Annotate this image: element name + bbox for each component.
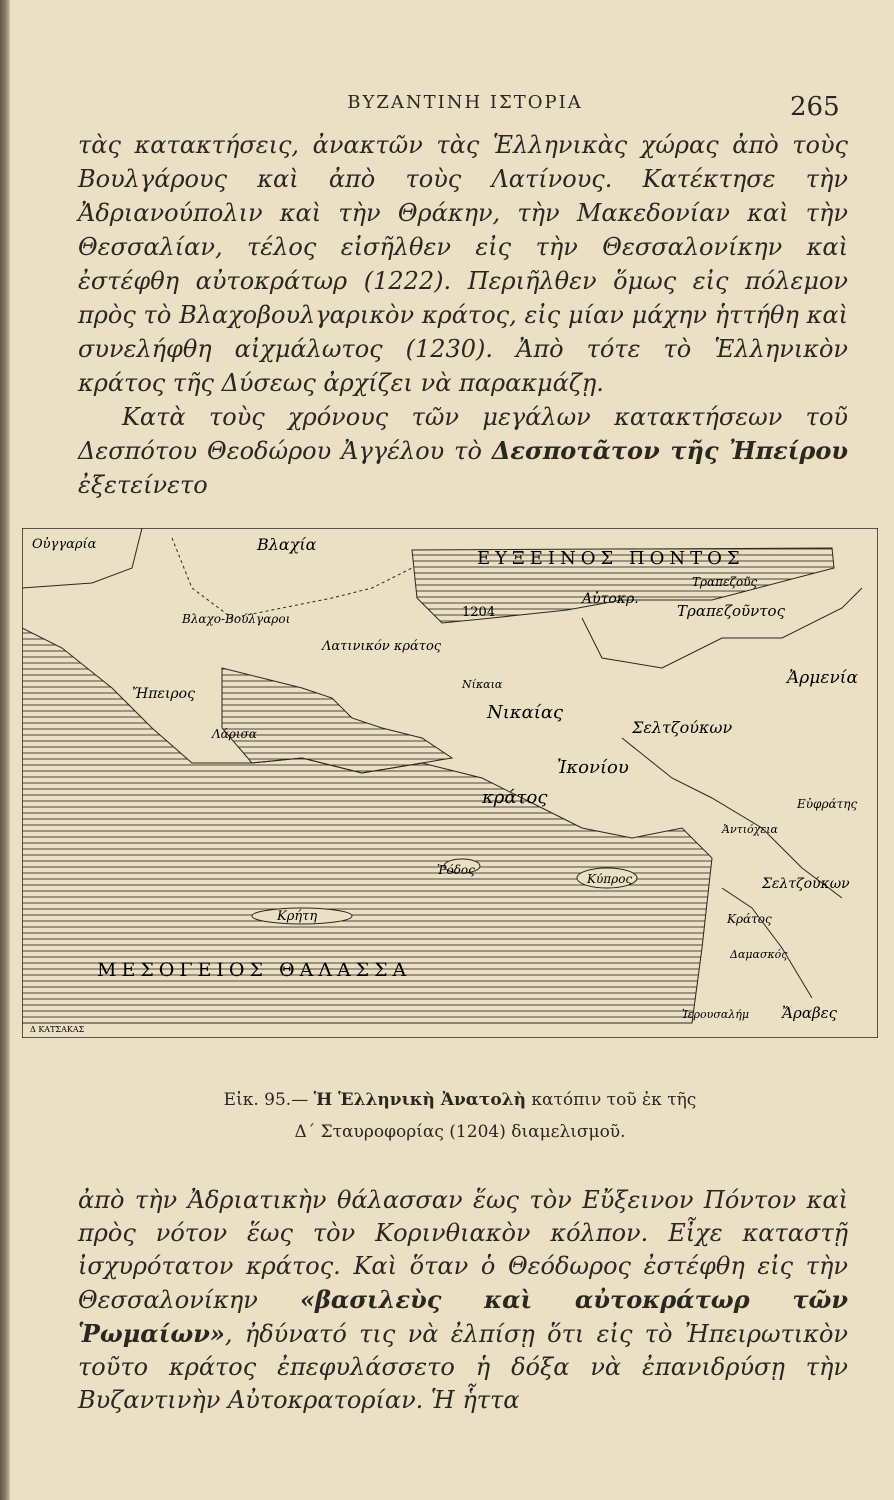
caption-prefix: Εἰκ. 95.— <box>223 1090 314 1110</box>
label-larisa: Λάρισα <box>212 727 257 741</box>
label-armenia: Ἀρμενία <box>787 668 858 688</box>
map-signature: Δ ΚΑΤΣΑΚΑΣ <box>30 1025 85 1034</box>
label-kratos-2: Κράτος <box>727 912 772 926</box>
label-vlachia: Βλαχία <box>257 535 317 554</box>
label-kratos: κράτος <box>482 787 548 808</box>
label-hepeiros: Ἤπειρος <box>132 686 195 702</box>
paragraph-3 <box>78 1184 848 1417</box>
paragraph-3-a: ἀπὸ τὴν Ἀδριατικὴν θάλασσαν ἕως τὸν Εὔξεινον Πόντον καὶ πρὸς νότον ἕως τὸν Κορινθιακὸν κόλπον. Εἶχε καταστῇ ἰσχυρότατον κράτος. Καὶ ὅταν ὁ Θεόδωρος ἐστέφθη εἰς τὴν Θεσσαλονίκην <box>78 1186 848 1314</box>
paragraph-2-end: ἐξετείνετο <box>78 471 208 499</box>
label-seldjoukon-2: Σελτζούκων <box>762 876 850 892</box>
label-nikaias: Νικαίας <box>487 702 564 723</box>
figure-caption-line-1 <box>70 1090 850 1110</box>
label-arabes: Ἄραβες <box>782 1004 838 1022</box>
label-black-sea: ΕΥΞΕΙΝΟΣ ΠΟΝΤΟΣ <box>477 548 745 569</box>
label-autokr: Αὐτοκρ. <box>582 591 639 607</box>
map-figure <box>22 528 878 1038</box>
paragraph-2 <box>78 400 848 502</box>
paragraph-1: τὰς κατακτήσεις, ἀνακτῶν τὰς Ἑλληνικὰς χώρας ἀπὸ τοὺς Βουλγάρους καὶ ἀπὸ τοὺς Λατίνους. Κατέκτησε τὴν Ἀδριανούπολιν καὶ τὴν Θράκην, τὴν Μακεδονίαν καὶ τὴν Θεσσαλίαν, τέλος εἰσῆλθεν εἰς τὴν Θεσσαλονίκην καὶ ἐστέφθη αὐτοκράτωρ (1222). Περιῆλθεν ὅμως εἰς πόλεμον πρὸς τὸ Βλαχοβουλγαρικὸν κράτος, εἰς μίαν μάχην ἡττήθη καὶ συνελήφθη αἰχμάλωτος (1230). Ἀπὸ τότε τὸ Ἑλληνικὸν κράτος τῆς Δύσεως ἀρχίζει νὰ παρακμάζῃ. <box>78 131 848 397</box>
label-trapezous: Τραπεζοῦς <box>692 575 758 589</box>
label-date-1204: 1204 <box>462 605 496 620</box>
body-text-bottom <box>78 1184 848 1417</box>
label-damaskos: Δαμασκός <box>730 948 788 961</box>
label-oungaria: Οὐγγαρία <box>32 537 97 552</box>
running-title: ΒΥΖΑΝΤΙΝΗ ΙΣΤΟΡΙΑ <box>347 92 583 113</box>
figure-caption-line-2: Δ΄ Σταυροφορίας (1204) διαμελισμοῦ. <box>294 1122 626 1142</box>
label-nikaia-city: Νίκαια <box>462 678 503 691</box>
despotate-epirus-emphasis: Δεσποτᾶτον τῆς Ἠπείρου <box>491 436 848 465</box>
label-rodos: Ῥόδος <box>437 863 475 877</box>
caption-title-italic: Ἡ Ἑλληνικὴ Ἀνατολὴ <box>313 1090 526 1110</box>
caption-suffix: κατόπιν τοῦ ἐκ τῆς <box>525 1090 697 1110</box>
label-vlachobulgaroi: Βλαχο-Βούλγαροι <box>182 612 291 626</box>
page-number: 265 <box>790 92 840 122</box>
label-latin-kratos: Λατινικόν κράτος <box>322 639 442 654</box>
label-kriti: Κρήτη <box>277 909 318 924</box>
paragraph-3-b: , ἠδύνατό τις νὰ ἐλπίσῃ ὅτι εἰς τὸ Ἠπειρωτικὸν τοῦτο κράτος ἐπεφυλάσσετο ἡ δόξα νὰ ἐπανιδρύσῃ τὴν Βυζαντινὴν Αὐτοκρατορίαν. Ἡ ἧττα <box>78 1320 848 1414</box>
title-emperor-quote: «βασιλεὺς καὶ αὐτοκράτωρ τῶν Ῥωμαίων» <box>78 1285 848 1348</box>
label-kypros: Κύπρος <box>587 872 633 886</box>
book-spine-shadow <box>0 0 10 1500</box>
paragraph-2-start: Κατὰ τοὺς χρόνους τῶν μεγάλων κατακτήσεων τοῦ Δεσπότου Θεοδώρου Ἀγγέλου τὸ <box>78 403 848 465</box>
label-antiocheia: Ἀντιόχεια <box>722 823 778 836</box>
label-mediterranean: ΜΕΣΟΓΕΙΟΣ ΘΑΛΑΣΣΑ <box>97 959 412 981</box>
label-ierousalim: Ἱερουσαλήμ <box>682 1008 749 1021</box>
label-seldjoukon: Σελτζούκων <box>632 718 733 737</box>
label-eufratis: Εὐφράτης <box>797 797 858 811</box>
label-ikoniou: Ἰκονίου <box>557 757 629 778</box>
label-trapezountos: Τραπεζοῦντος <box>677 602 785 620</box>
body-text-top <box>78 128 848 502</box>
